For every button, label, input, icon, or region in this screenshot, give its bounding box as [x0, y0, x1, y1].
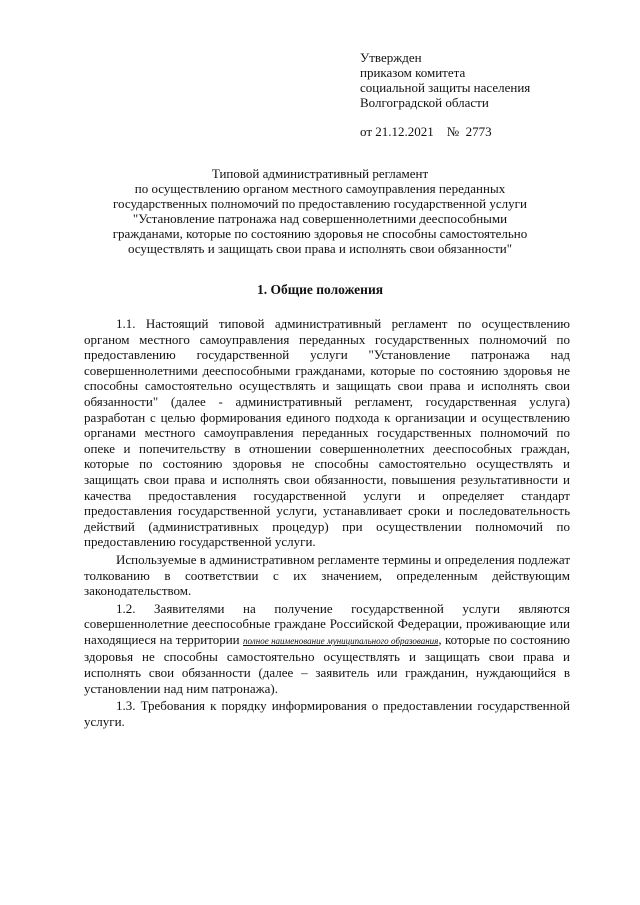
approval-line: Утвержден — [360, 50, 422, 65]
title-line: гражданами, которые по состоянию здоровья не способны самостоятельно — [112, 226, 528, 241]
title-line: государственных полномочий по предоставлению государственной услуги — [113, 196, 527, 211]
approval-line: приказом комитета — [360, 65, 466, 80]
order-date-number: от 21.12.2021 № 2773 — [360, 124, 492, 139]
paragraph-1-2 — [84, 601, 570, 697]
paragraph-1-2-end: , которые по состоянию здоровья не способны самостоятельно осуществлять и защищать свои права и исполнять свои обязанности (далее – заявитель или гражданин, нуждающийся в установлении над ним патронажа). — [84, 631, 570, 696]
title-line: осуществлять и защищать свои права и исполнять свои обязанности" — [127, 241, 513, 256]
section-heading: 1. Общие положения — [256, 282, 384, 297]
title-line: "Установление патронажа над совершеннолетними дееспособными — [132, 211, 508, 226]
approval-line: Волгоградской области — [360, 95, 489, 110]
document-body — [84, 316, 570, 729]
paragraph-1-3: 1.3. Требования к порядку информирования о предоставлении государственной услуги. — [84, 698, 570, 729]
title-line: Типовой административный регламент — [211, 166, 429, 181]
approval-line: социальной защиты населения — [360, 80, 531, 95]
paragraph-1-1: 1.1. Настоящий типовой административный регламент по осуществлению органом местного самоуправления переданных государственных полномочий по предоставлению государственной услуги "Установление патронажа над совершеннолетними дееспособными гражданами, которые по состоянию здоровья не способны самостоятельно осуществлять и защищать свои права и исполнять свои обязанности" (далее - административный регламент, государственная услуга) разработан с целью формирования единого подхода к организации и осуществлению органами местного самоуправления переданных государственных полномочий по опеке и попечительству в отношении совершеннолетних дееспособных граждан, которые по состоянию здоровья не способны самостоятельно осуществлять и защищать свои права и исполнять свои обязанности, повышения результативности и качества предоставления государственной услуги и определяет стандарт предоставления государственной услуги, устанавливает сроки и последовательность действий (административных процедур) при осуществлении полномочий по предоставлению государственной услуги. — [84, 316, 570, 550]
paragraph-terms: Используемые в административном регламенте термины и определения подлежат толкованию в соответствии с их значением, определенным действующим законодательством. — [84, 551, 571, 599]
approval-stamp — [360, 50, 530, 139]
municipality-placeholder-note: полное наименование муниципального образования — [243, 635, 439, 646]
document-title — [70, 166, 570, 256]
paragraph-1-2-start: 1.2. Заявителями на получение государственной услуги являются совершеннолетние дееспособные граждане Российской Федерации, проживающие или находящиеся на территории — [84, 600, 570, 647]
title-line: по осуществлению органом местного самоуправления переданных — [134, 181, 506, 196]
